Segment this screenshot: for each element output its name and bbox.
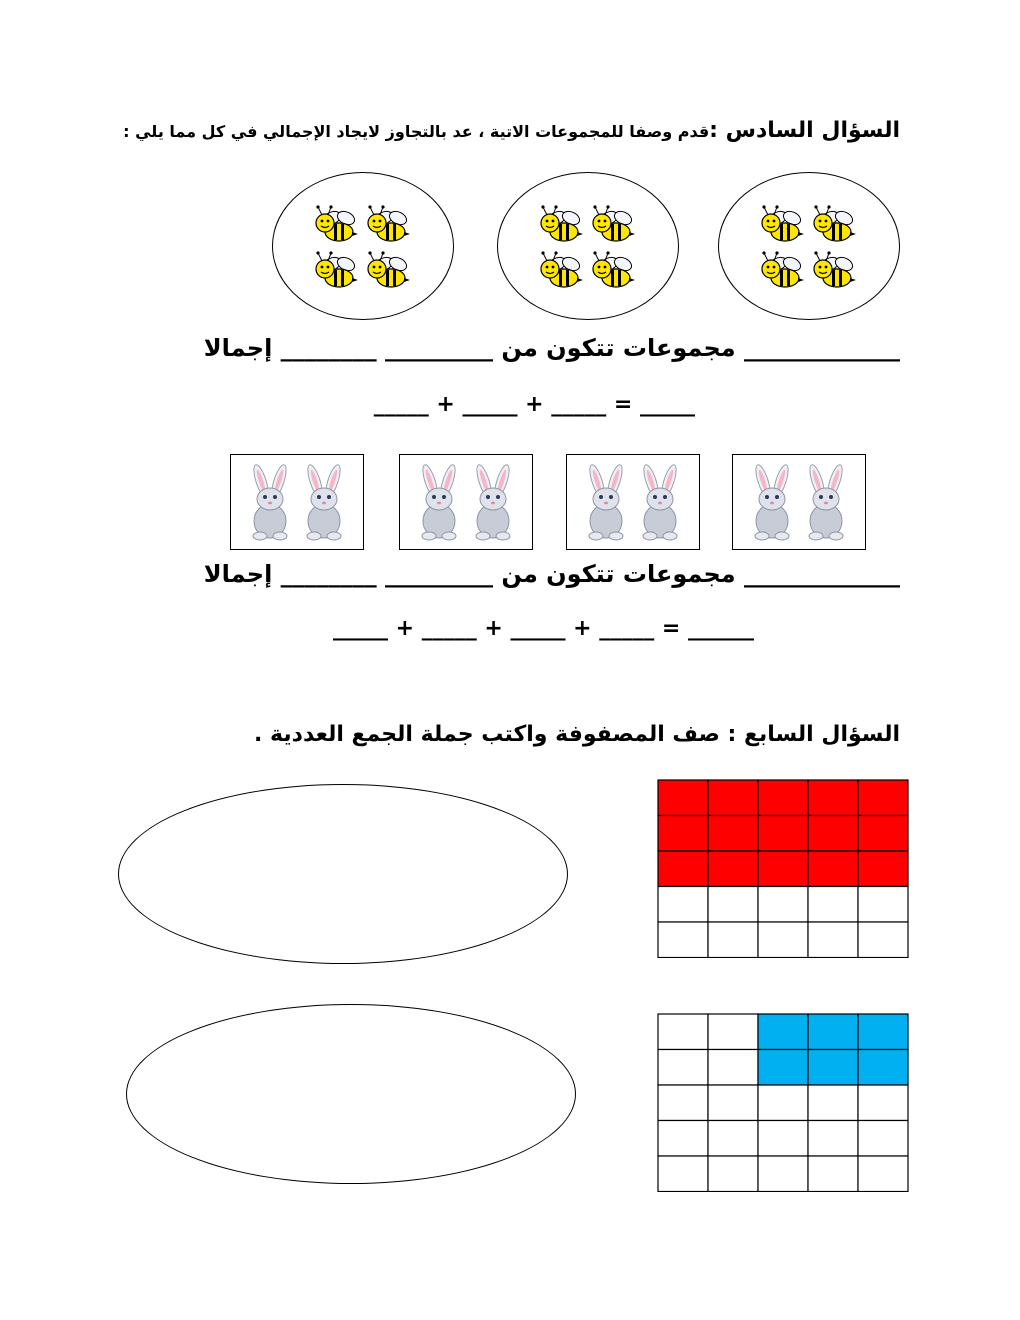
array-cell [658,1050,708,1086]
array-cell [808,887,858,923]
array-1-cells [658,780,908,958]
array-cell [708,851,758,887]
array-cell [758,816,808,852]
array-cell [708,816,758,852]
bunnies-icon [579,461,689,543]
array-cell [858,780,908,816]
bees-icon [758,201,862,293]
array-cell [708,922,758,958]
array-cell [808,816,858,852]
array-cell [858,1121,908,1157]
array-cell [808,1085,858,1121]
array-cell [758,1014,808,1050]
array-cell [758,1085,808,1121]
array-cell [708,1014,758,1050]
question-6-label: السؤال السادس : [709,118,900,143]
bunnies-icon [243,461,353,543]
array-cell [708,1085,758,1121]
bees-addition-equation[interactable]: _____ = _____ + _____ + _____ [373,392,695,417]
array-cell [758,1156,808,1192]
array-cell [708,780,758,816]
array-cell [808,922,858,958]
array-cell [858,816,908,852]
bee-cluster [537,201,641,293]
bunny-group-box [566,454,700,550]
array-cell [658,780,708,816]
array-cell [858,1050,908,1086]
array-cell [658,1085,708,1121]
array-cell [858,1085,908,1121]
bee-group-oval [497,172,679,320]
array-cell [858,1014,908,1050]
array-cell [758,887,808,923]
array-cell [808,1121,858,1157]
bunnies-icon [412,461,522,543]
bees-icon [537,201,641,293]
array-cell [658,1156,708,1192]
array-cell [708,1121,758,1157]
bunnies-icon [745,461,855,543]
question-7-title: السؤال السابع : صف المصفوفة واكتب جملة الجمع العددية . [254,722,900,747]
question-6-instructions: قدم وصفا للمجموعات الاتية ، عد بالتجاوز لايجاد الإجمالي في كل مما يلي : [123,122,710,141]
bee-group-oval [718,172,900,320]
array-cell [658,1014,708,1050]
array-cell [708,887,758,923]
array-cell [658,851,708,887]
bee-cluster [312,201,416,293]
question-6-title [123,118,900,143]
bee-group-oval [272,172,454,320]
array-cell [758,1050,808,1086]
bee-cluster [758,201,862,293]
array-cell [758,922,808,958]
array-cell [858,851,908,887]
array-cell [808,1156,858,1192]
array-cell [858,1156,908,1192]
bunny-group-box [732,454,866,550]
bees-icon [312,201,416,293]
array-cell [858,887,908,923]
bunnies-description-sentence[interactable]: _____________ مجموعات تتكون من _________ ________ إجمالا [203,560,900,588]
array-cell [658,1121,708,1157]
array-grid-1 [656,778,912,958]
answer-oval-1[interactable] [118,784,568,964]
array-cell [758,1121,808,1157]
bunny-group-box [230,454,364,550]
bunny-group-box [399,454,533,550]
array-cell [708,1050,758,1086]
array-cell [858,922,908,958]
array-cell [708,1156,758,1192]
array-cell [808,1050,858,1086]
array-cell [808,851,858,887]
array-cell [808,1014,858,1050]
array-2-cells [658,1014,908,1192]
array-grid-2 [656,1012,912,1192]
array-cell [658,922,708,958]
bees-description-sentence[interactable]: _____________ مجموعات تتكون من _________ ________ إجمالا [203,334,900,362]
array-cell [808,780,858,816]
array-cell [758,780,808,816]
array-cell [658,887,708,923]
array-cell [658,816,708,852]
answer-oval-2[interactable] [126,1004,576,1184]
bunnies-addition-equation[interactable]: ______ = _____ + _____ + _____ + _____ [332,616,754,641]
array-cell [758,851,808,887]
